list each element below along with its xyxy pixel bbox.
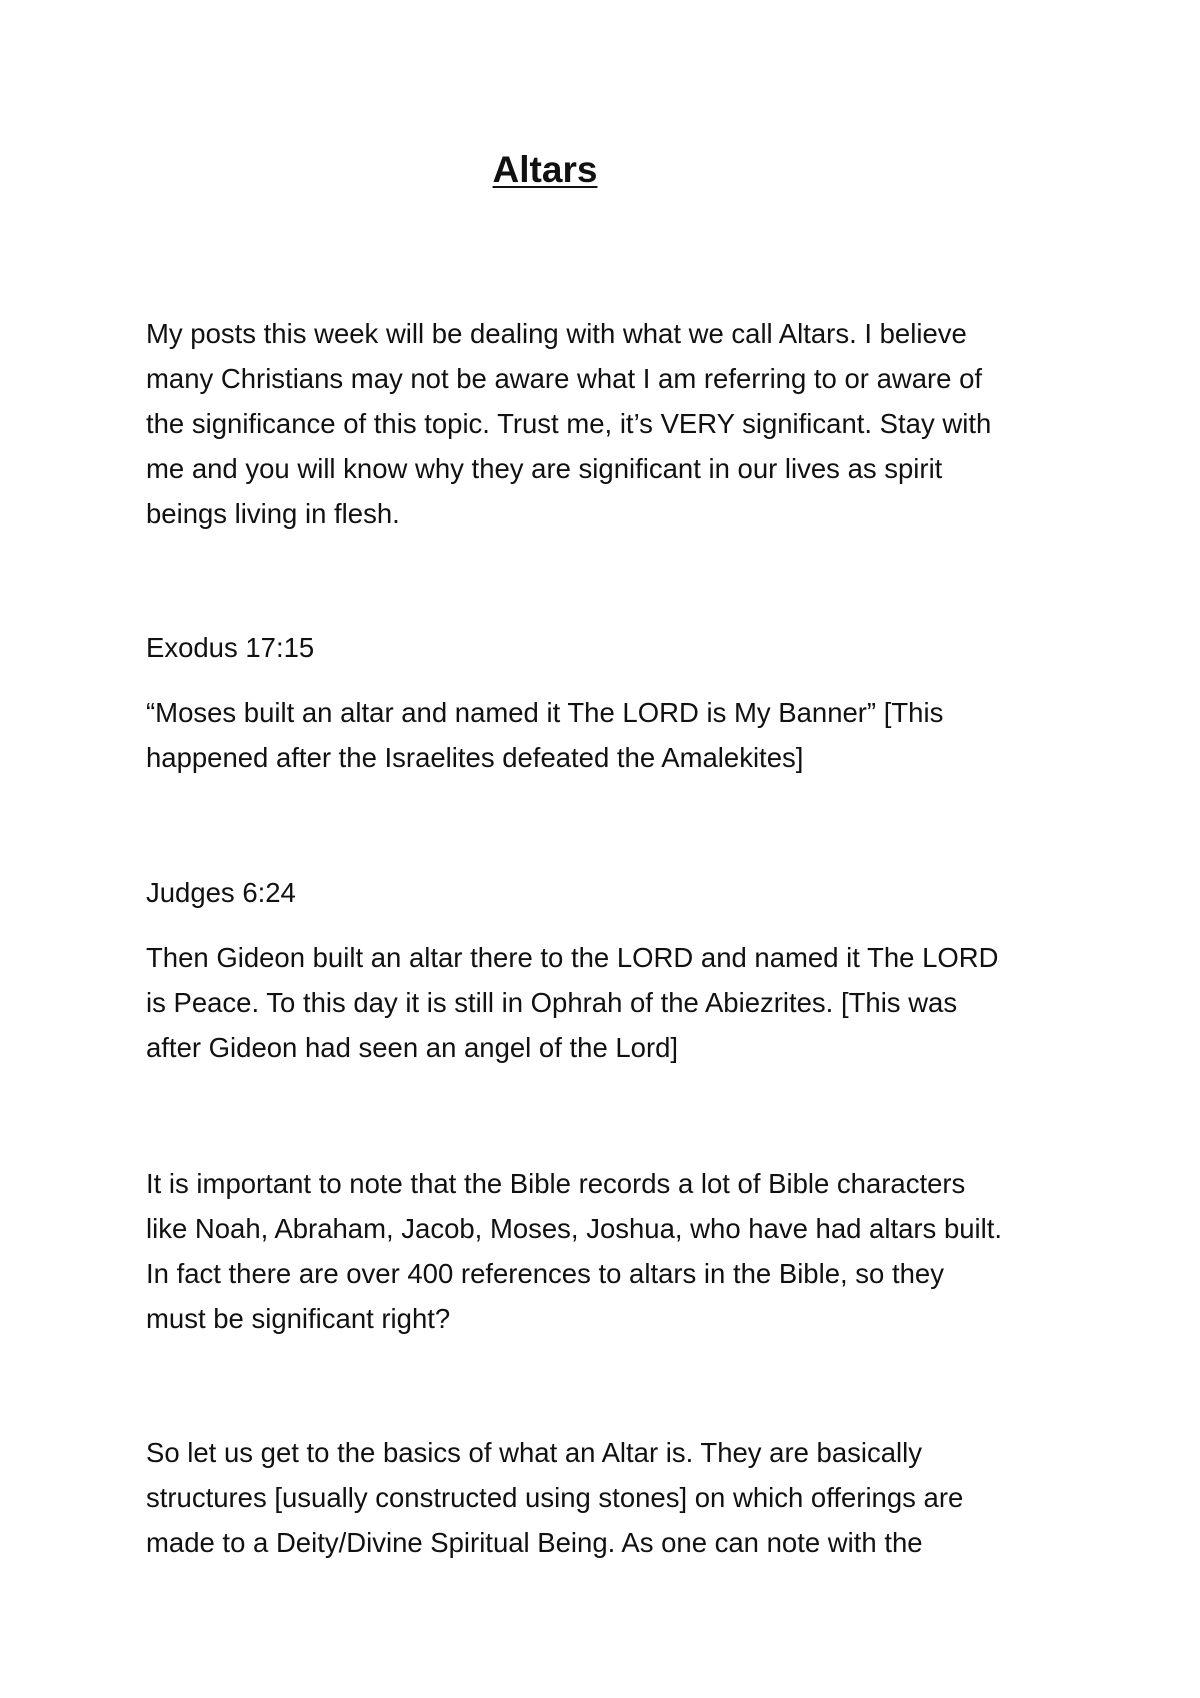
intro-line: the significance of this topic. Trust me, it’s VERY significant. Stay with — [146, 408, 992, 439]
basics-line: structures [usually constructed using stones] on which offerings are — [146, 1482, 964, 1513]
note-line: like Noah, Abraham, Jacob, Moses, Joshua, who have had altars built. — [146, 1213, 1003, 1244]
note-line: In fact there are over 400 references to altars in the Bible, so they — [146, 1258, 944, 1289]
intro-line: beings living in flesh. — [146, 498, 400, 529]
basics-line: made to a Deity/Divine Spiritual Being. As one can note with the — [146, 1527, 923, 1558]
intro-line: many Christians may not be aware what I am referring to or aware of — [146, 363, 983, 394]
scripture-reference: Judges 6:24 — [146, 877, 296, 908]
basics-paragraph — [146, 1430, 1076, 1565]
judges-reference — [146, 870, 1076, 915]
exodus-reference — [146, 625, 1076, 670]
intro-line: me and you will know why they are significant in our lives as spirit — [146, 453, 943, 484]
document-title: Altars — [492, 149, 598, 190]
exodus-quote — [146, 690, 1076, 780]
basics-line: So let us get to the basics of what an Altar is. They are basically — [146, 1437, 923, 1468]
scripture-reference: Exodus 17:15 — [146, 632, 315, 663]
intro-paragraph — [146, 311, 1076, 536]
quote-line: is Peace. To this day it is still in Ophrah of the Abiezrites. [This was — [146, 987, 958, 1018]
quote-line: happened after the Israelites defeated the Amalekites] — [146, 742, 804, 773]
intro-line: My posts this week will be dealing with what we call Altars. I believe — [146, 318, 967, 349]
quote-line: after Gideon had seen an angel of the Lord] — [146, 1032, 679, 1063]
quote-line: Then Gideon built an altar there to the LORD and named it The LORD — [146, 942, 999, 973]
note-line: must be significant right? — [146, 1303, 451, 1334]
quote-line: “Moses built an altar and named it The LORD is My Banner” [This — [146, 697, 944, 728]
judges-quote — [146, 935, 1076, 1070]
note-line: It is important to note that the Bible records a lot of Bible characters — [146, 1168, 966, 1199]
note-paragraph — [146, 1161, 1076, 1341]
